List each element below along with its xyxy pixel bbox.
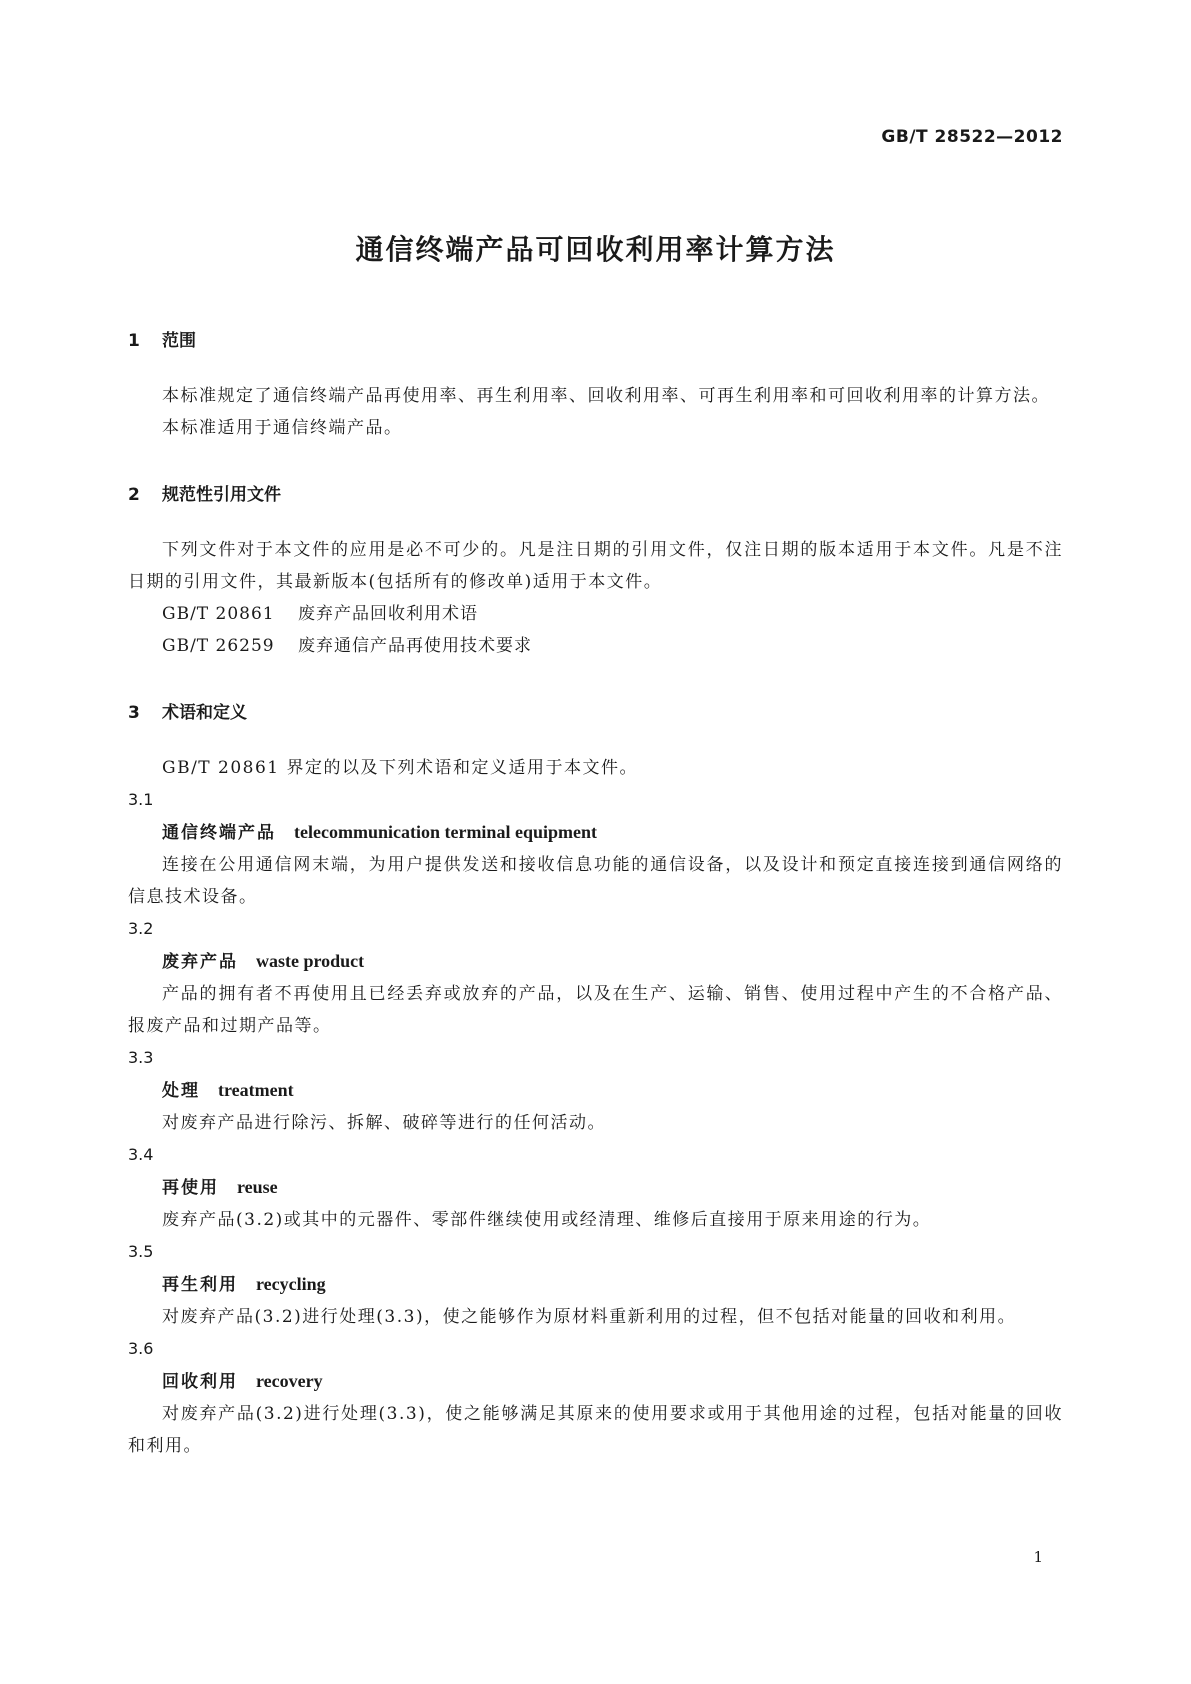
term-definition: 连接在公用通信网末端，为用户提供发送和接收信息功能的通信设备，以及设计和预定直接连接到通信网络的信息技术设备。: [128, 855, 1063, 907]
page-number: 1: [1033, 1548, 1043, 1566]
term-definition: 对废弃产品(3.2)进行处理(3.3)，使之能够满足其原来的使用要求或用于其他用途的过程，包括对能量的回收和利用。: [128, 1404, 1063, 1456]
term-zh: 通信终端产品: [162, 823, 276, 843]
term-number: 3.2: [128, 919, 154, 938]
term-definition: 产品的拥有者不再使用且已经丢弃或放弃的产品，以及在生产、运输、销售、使用过程中产生的不合格产品、报废产品和过期产品等。: [128, 984, 1063, 1036]
normative-references-paragraph: 下列文件对于本文件的应用是必不可少的。凡是注日期的引用文件，仅注日期的版本适用于本文件。凡是不注日期的引用文件，其最新版本(包括所有的修改单)适用于本文件。: [128, 540, 1063, 592]
reference-item: [128, 630, 1063, 662]
term-zh: 处理: [162, 1081, 200, 1101]
reference-code: GB/T 26259: [162, 636, 275, 656]
term-en: reuse: [237, 1177, 278, 1197]
section-number: 1: [128, 331, 140, 351]
term-heading: [128, 816, 1063, 849]
term-number: 3.1: [128, 790, 154, 809]
term-heading: [128, 1171, 1063, 1204]
term-en: recovery: [256, 1371, 323, 1391]
term-heading: [128, 1074, 1063, 1107]
term-en: recycling: [256, 1274, 326, 1294]
term-heading: [128, 945, 1063, 978]
term-definition: 对废弃产品(3.2)进行处理(3.3)，使之能够作为原材料重新利用的过程，但不包括对能量的回收和利用。: [162, 1307, 1017, 1327]
section-3-heading: [128, 700, 1063, 726]
term-zh: 再使用: [162, 1178, 219, 1198]
section-title: 术语和定义: [162, 703, 247, 723]
term-heading: [128, 1365, 1063, 1398]
terms-intro: GB/T 20861 界定的以及下列术语和定义适用于本文件。: [162, 758, 639, 778]
section-1-heading: [128, 328, 1063, 354]
term-en: treatment: [218, 1080, 294, 1100]
term-zh: 回收利用: [162, 1372, 238, 1392]
reference-title: 废弃通信产品再使用技术要求: [298, 636, 532, 656]
term-number: 3.4: [128, 1145, 154, 1164]
term-number: 3.6: [128, 1339, 154, 1358]
document-body: [128, 328, 1063, 1462]
term-zh: 再生利用: [162, 1275, 238, 1295]
term-number: 3.3: [128, 1048, 154, 1067]
document-title: 通信终端产品可回收利用率计算方法: [355, 233, 836, 266]
scope-applicability: 本标准适用于通信终端产品。: [162, 418, 403, 438]
reference-item: [128, 598, 1063, 630]
term-en: waste product: [256, 951, 365, 971]
reference-code: GB/T 20861: [162, 604, 275, 624]
term-number: 3.5: [128, 1242, 154, 1261]
term-en: telecommunication terminal equipment: [294, 822, 597, 842]
section-title: 范围: [162, 331, 196, 351]
term-heading: [128, 1268, 1063, 1301]
scope-paragraph: 本标准规定了通信终端产品再使用率、再生利用率、回收利用率、可再生利用率和可回收利用率的计算方法。: [162, 386, 1050, 406]
reference-title: 废弃产品回收利用术语: [298, 604, 478, 624]
term-zh: 废弃产品: [162, 952, 238, 972]
term-definition: 废弃产品(3.2)或其中的元器件、零部件继续使用或经清理、维修后直接用于原来用途的行为。: [162, 1210, 932, 1230]
section-number: 3: [128, 703, 140, 723]
term-definition: 对废弃产品进行除污、拆解、破碎等进行的任何活动。: [162, 1113, 606, 1133]
section-2-heading: [128, 482, 1063, 508]
section-title: 规范性引用文件: [162, 485, 281, 505]
standard-code: GB/T 28522—2012: [881, 127, 1063, 147]
section-number: 2: [128, 485, 140, 505]
